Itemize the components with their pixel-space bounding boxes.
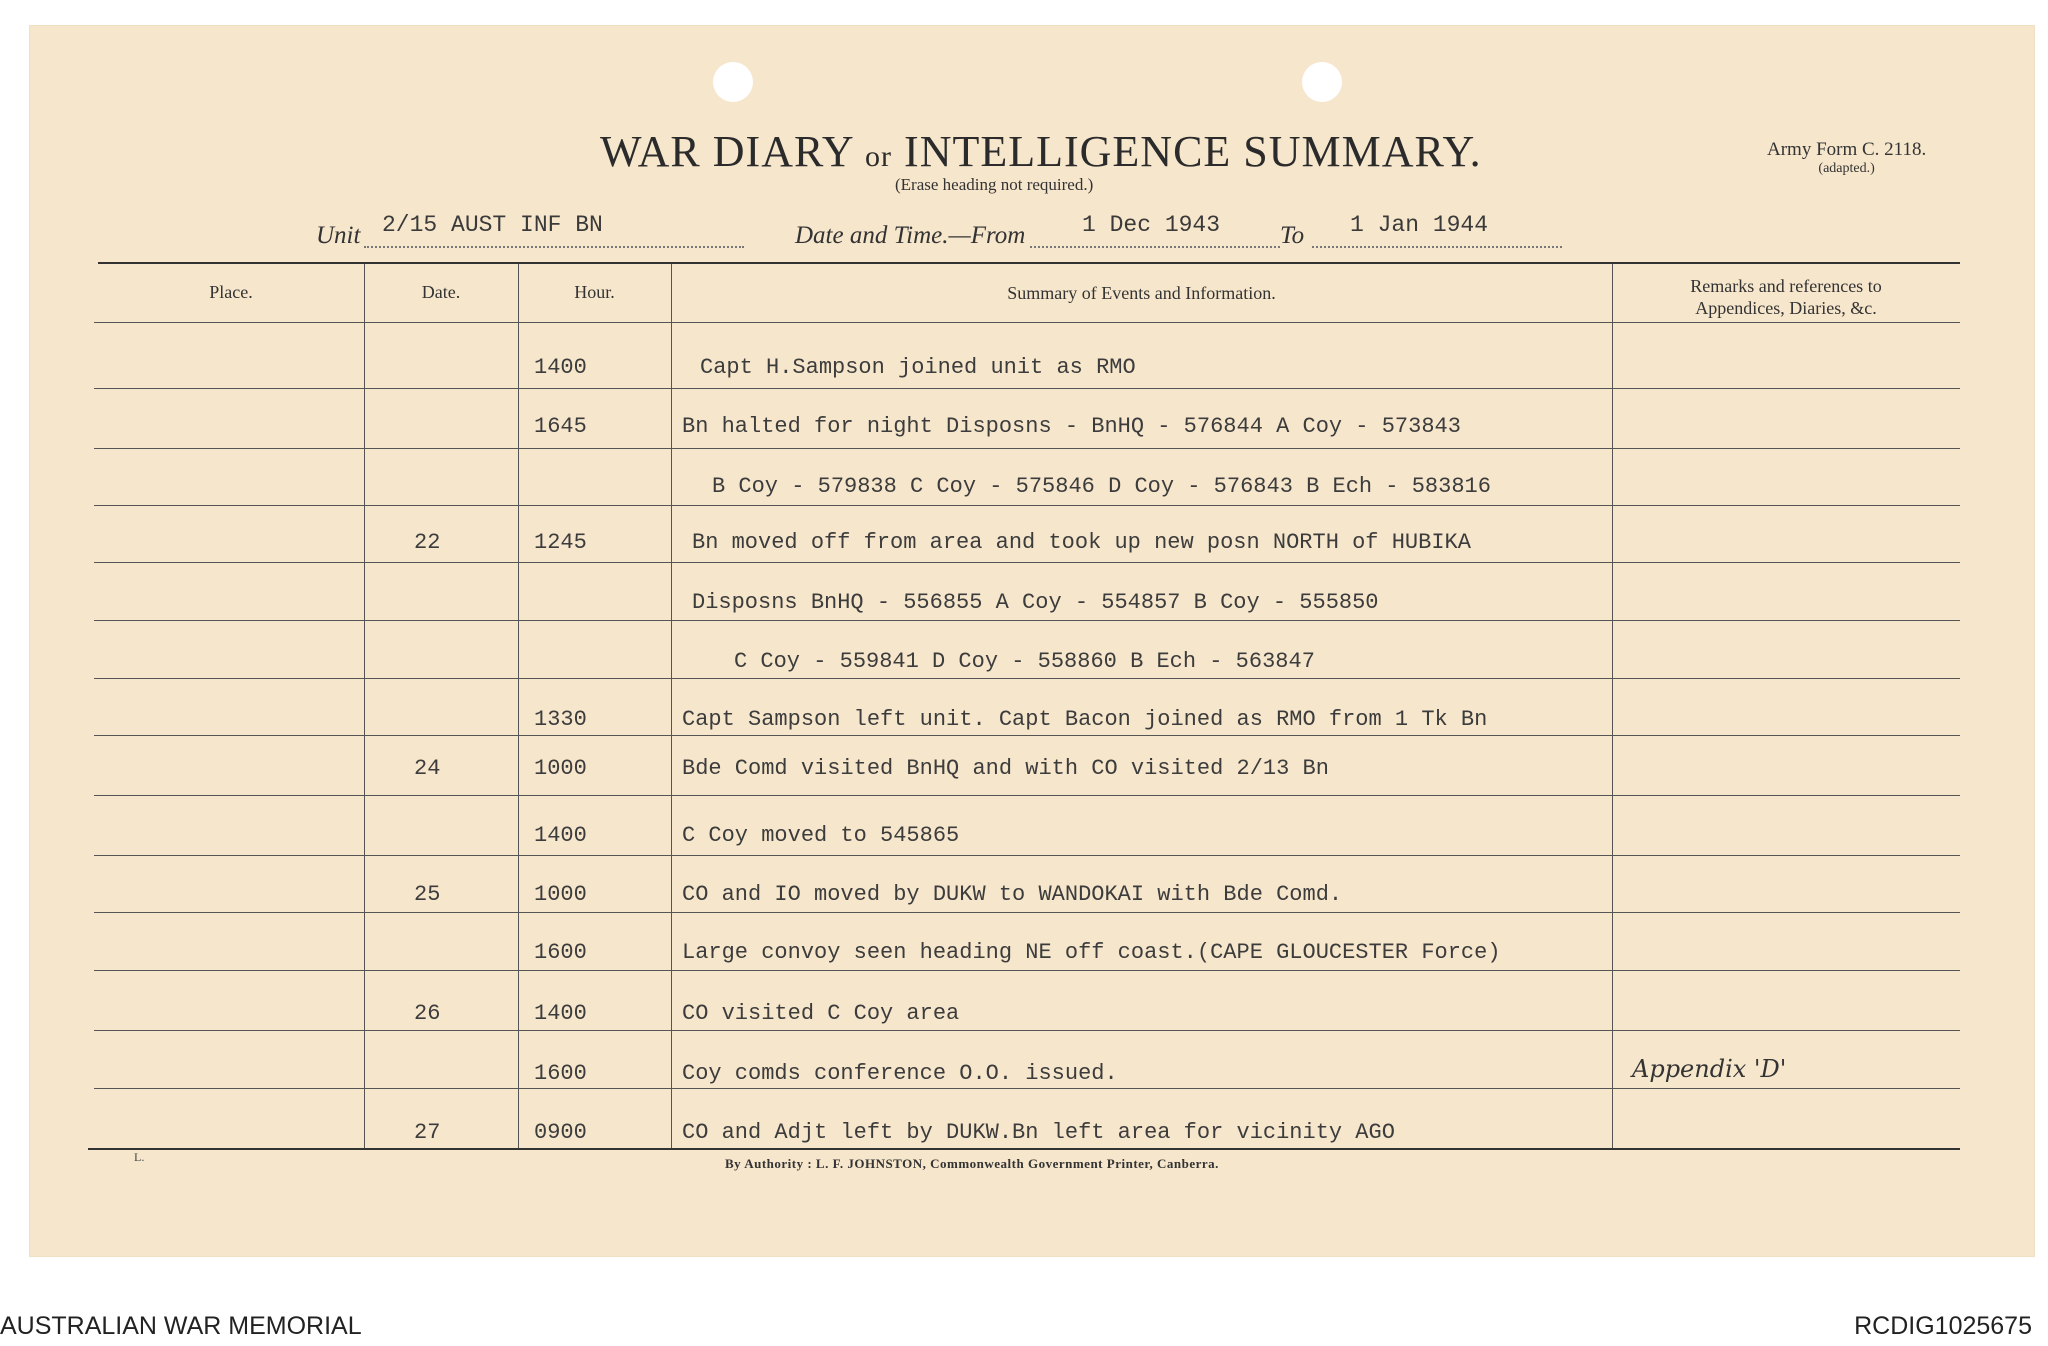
punch-hole-left [713, 62, 753, 102]
row-rule [94, 620, 1960, 621]
archive-caption-right: RCDIG1025675 [1854, 1312, 2032, 1340]
row-hour: 1400 [534, 1001, 587, 1026]
row-summary: C Coy - 559841 D Coy - 558860 B Ech - 563847 [734, 649, 1315, 674]
title-main: WAR DIARY [600, 127, 854, 176]
row-summary: B Coy - 579838 C Coy - 575846 D Coy - 576843 B Ech - 583816 [712, 474, 1491, 499]
form-title [600, 126, 1482, 177]
row-rule [94, 448, 1960, 449]
row-date: 24 [414, 756, 441, 781]
row-rule [94, 735, 1960, 736]
row-rule [94, 562, 1960, 563]
row-hour: 1400 [534, 355, 587, 380]
row-summary: Disposns BnHQ - 556855 A Coy - 554857 B Coy - 555850 [692, 590, 1379, 615]
date-from-dotline [1030, 246, 1280, 248]
archive-caption-left: AUSTRALIAN WAR MEMORIAL [0, 1312, 362, 1340]
row-date: 25 [414, 882, 441, 907]
row-date: 27 [414, 1120, 441, 1145]
form-subtitle: (Erase heading not required.) [895, 175, 1094, 194]
row-rule [94, 505, 1960, 506]
col-head-hour: Hour. [574, 282, 615, 302]
col-divider-summary [671, 264, 672, 1148]
row-summary: Bn halted for night Disposns - BnHQ - 576844 A Coy - 573843 [682, 414, 1461, 439]
row-hour: 1600 [534, 1061, 587, 1086]
title-or: or [865, 140, 893, 173]
form-code: L. [134, 1150, 145, 1164]
col-divider-remarks [1612, 264, 1613, 1148]
row-summary: Bde Comd visited BnHQ and with CO visited 2/13 Bn [682, 756, 1329, 781]
row-rule [94, 322, 1960, 323]
row-summary: Coy comds conference O.O. issued. [682, 1061, 1118, 1086]
row-rule [94, 388, 1960, 389]
date-to-label: To [1280, 222, 1305, 249]
col-head-remarks-line1: Remarks and references to [1690, 276, 1882, 296]
col-head-remarks [1612, 275, 1960, 319]
date-to-value: 1 Jan 1944 [1350, 212, 1489, 238]
row-hour: 1000 [534, 882, 587, 907]
punch-hole-right [1302, 62, 1342, 102]
row-rule [94, 970, 1960, 971]
table-top-rule [98, 262, 1960, 264]
row-rule [94, 912, 1960, 913]
row-rule [94, 855, 1960, 856]
row-summary: CO and IO moved by DUKW to WANDOKAI with Bde Comd. [682, 882, 1343, 907]
date-from-label: Date and Time.—From [795, 222, 1026, 249]
row-summary: Capt H.Sampson joined unit as RMO [700, 355, 1136, 380]
row-rule [94, 678, 1960, 679]
col-head-summary: Summary of Events and Information. [1007, 283, 1276, 303]
unit-value: 2/15 AUST INF BN [382, 212, 603, 238]
row-hour: 1400 [534, 823, 587, 848]
row-hour: 0900 [534, 1120, 587, 1145]
table-bottom-rule [88, 1148, 1960, 1150]
row-rule [94, 1030, 1960, 1031]
col-head-date: Date. [421, 282, 461, 302]
title-tail: INTELLIGENCE SUMMARY. [904, 127, 1482, 176]
row-summary: CO visited C Coy area [682, 1001, 960, 1026]
army-form-sub: (adapted.) [1818, 161, 1875, 176]
row-summary: Capt Sampson left unit. Capt Bacon joined as RMO from 1 Tk Bn [682, 707, 1488, 732]
unit-dotline [364, 246, 744, 248]
col-head-remarks-line2: Appendices, Diaries, &c. [1695, 298, 1877, 318]
row-hour: 1645 [534, 414, 587, 439]
row-summary: CO and Adjt left by DUKW.Bn left area for vicinity AGO [682, 1120, 1395, 1145]
row-date: 22 [414, 530, 441, 555]
row-remarks: Appendix 'D' [1632, 1055, 1787, 1083]
row-hour: 1330 [534, 707, 587, 732]
row-date: 26 [414, 1001, 441, 1026]
col-divider-hour [518, 264, 519, 1148]
printer-authority: By Authority : L. F. JOHNSTON, Commonwealth Government Printer, Canberra. [725, 1156, 1219, 1171]
col-divider-date [364, 264, 365, 1148]
row-hour: 1600 [534, 940, 587, 965]
date-to-dotline [1312, 246, 1562, 248]
col-head-place: Place. [209, 282, 253, 302]
army-form-label [1767, 139, 1926, 177]
row-rule [94, 795, 1960, 796]
row-hour: 1245 [534, 530, 587, 555]
date-from-value: 1 Dec 1943 [1082, 212, 1221, 238]
row-hour: 1000 [534, 756, 587, 781]
row-summary: Large convoy seen heading NE off coast.(CAPE GLOUCESTER Force) [682, 940, 1501, 965]
unit-label: Unit [316, 222, 361, 249]
row-summary: C Coy moved to 545865 [682, 823, 960, 848]
army-form-number: Army Form C. 2118. [1767, 139, 1927, 160]
row-summary: Bn moved off from area and took up new posn NORTH of HUBIKA [692, 530, 1471, 555]
row-rule [94, 1088, 1960, 1089]
